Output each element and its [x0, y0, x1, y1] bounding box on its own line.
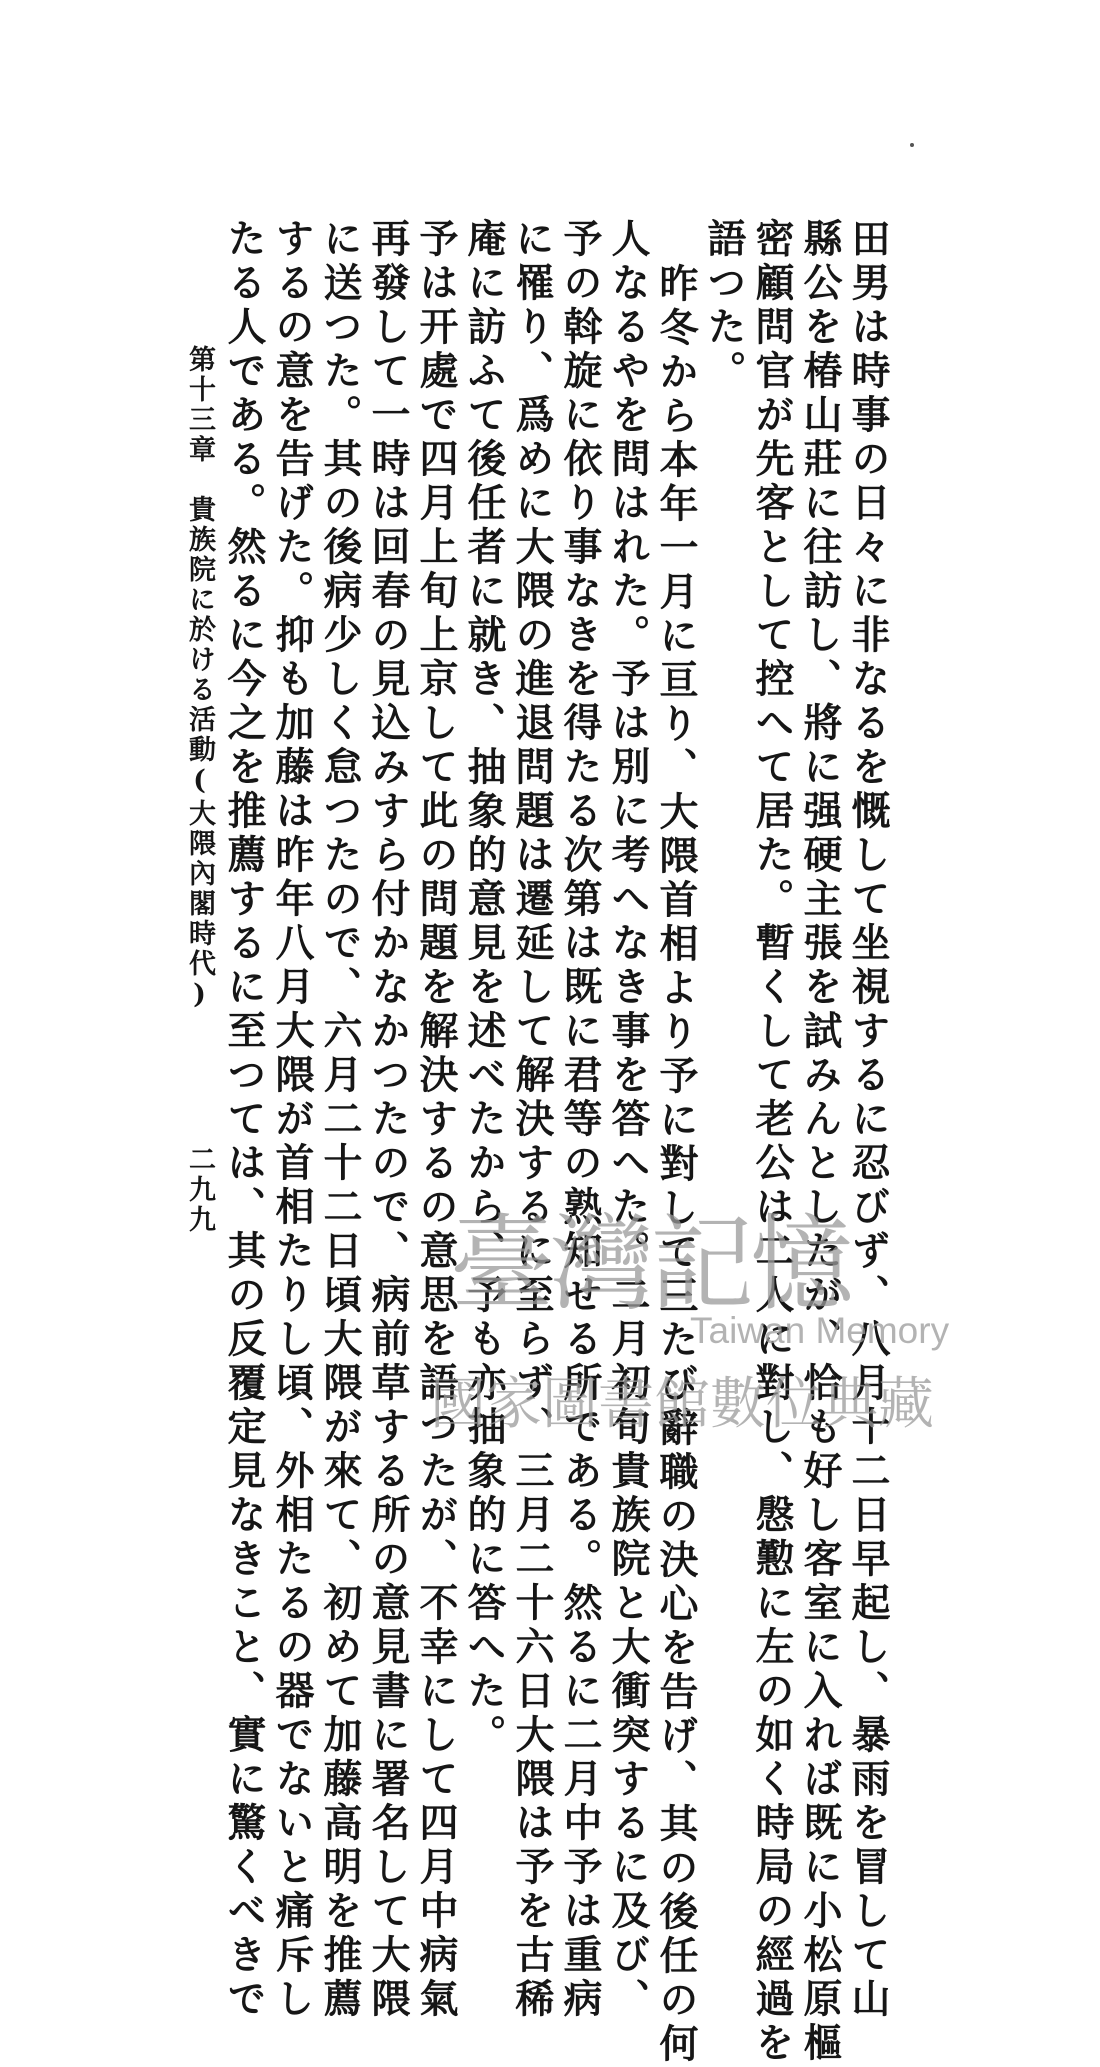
text-column-2: 縣公を椿山莊に往訪し、將に强硬主張を試みんとしたが、恰も好し客室に入れば既に小松原樞 [797, 218, 843, 2066]
text-column-14: たる人である。然るに今之を推薦するに至つては、其の反覆定見なきこと、實に驚くべきで [221, 218, 267, 2022]
text-column-7: 予の斡旋に依り事なきを得たる次第は既に君等の熟知せる所である。然るに二月中予は重病 [557, 218, 603, 2022]
text-column-12: に送つた。其の後病少しく怠つたので、六月二十二日頃大隈が來て、初めて加藤高明を推薦 [317, 218, 363, 2022]
text-column-11: 再發して一時は回春の見込みすら付かなかつたので、病前草する所の意見書に署名して大隈 [365, 218, 411, 2022]
text-column-1: 田男は時事の日々に非なるを慨して坐視するに忍びず、八月十二日早起し、暴雨を冒して山 [845, 218, 891, 2022]
page-number: 二九九 [184, 1145, 215, 1235]
watermark-main-text: 臺灣記憶 [450, 1203, 851, 1325]
text-column-4: 語つた。 [701, 218, 747, 394]
text-column-3: 密顧問官が先客として控へて居た。暫くして老公は二人に對し、慇懃に左の如く時局の經過を [749, 218, 795, 2066]
watermark-subtitle-text: 國家圖書館數位典藏 [430, 1372, 934, 1435]
text-column-5: 昨冬から本年一月に亘り、大隈首相より予に對して三たび辭職の決心を告げ、其の後任の何 [653, 263, 699, 2067]
text-column-6: 人なるやを問はれた。予は別に考へなき事を答へた。二月初旬貴族院と大衝突するに及び、 [605, 218, 651, 2022]
speck-mark [910, 143, 914, 147]
text-column-9: 庵に訪ふて後任者に就き、抽象的意見を述べたから、予も亦抽象的に答へた。 [461, 218, 507, 1758]
text-column-13: するの意を告げた。抑も加藤は昨年八月大隈が首相たりし頃、外相たるの器でないと痛斥し [269, 218, 315, 2022]
text-column-8: に罹り、爲めに大隈の進退問題は遷延して解決するに至らず、三月二十六日大隈は予を古稀 [509, 218, 555, 2022]
running-header-chapter: 第十三章 貴族院に於ける活動(大隈內閣時代) [184, 345, 215, 1013]
text-column-10: 予は开處で四月上旬上京して此の問題を解決するの意思を語つたが、不幸にして四月中病氣 [413, 218, 459, 2022]
watermark-english-text: Taiwan Memory [690, 1310, 950, 1351]
library-watermark [430, 1180, 950, 1435]
